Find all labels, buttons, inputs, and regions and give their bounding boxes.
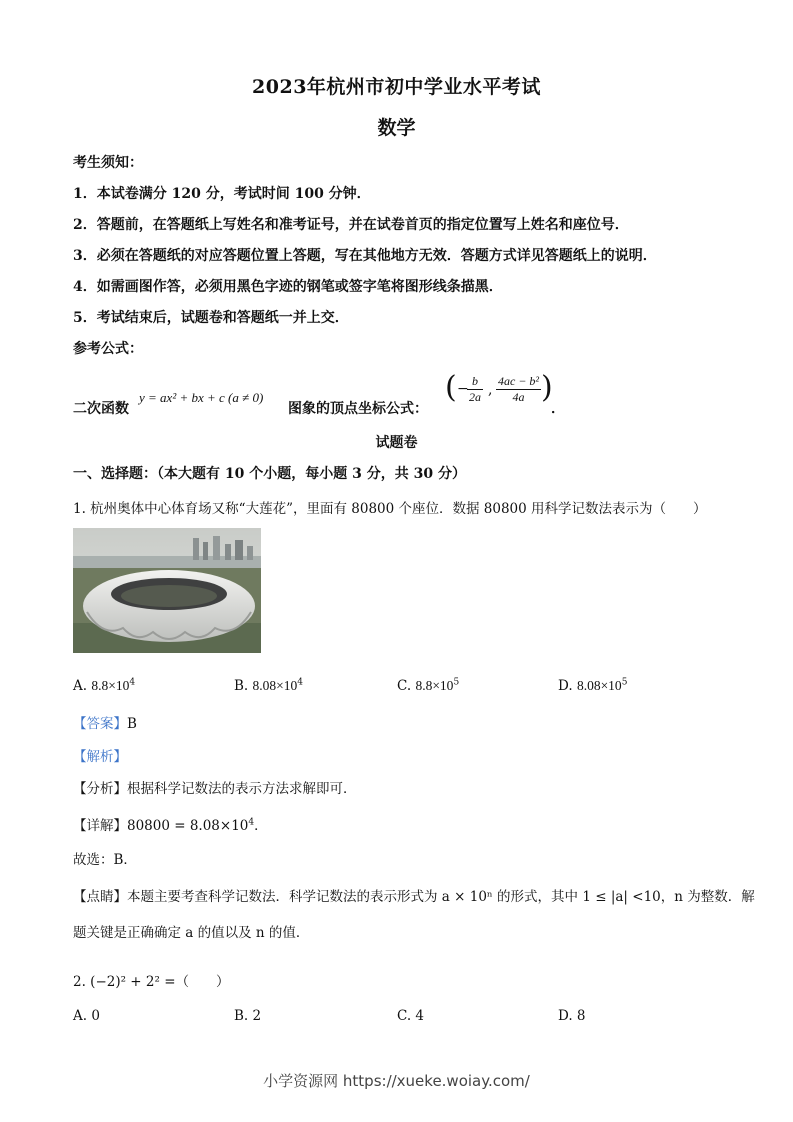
notice-item-2: 2．答题前，在答题纸上写姓名和准考证号，并在试卷首页的指定位置写上姓名和座位号． <box>73 217 629 233</box>
detail-end: ． <box>254 818 268 834</box>
q1-comment-line-1: 【点睛】本题主要考查科学记数法．科学记数法的表示形式为 a × 10ⁿ 的形式，其中 1 ≤ |a| <10，n 为整数．解 <box>73 889 755 905</box>
exam-title: 2023年杭州市初中学业水平考试 <box>252 76 541 98</box>
vertex-y-numerator: 4ac − b² <box>498 374 540 388</box>
footer-watermark: 小学资源网 https://xueke.woiay.com/ <box>263 1072 530 1090</box>
q1-fenxi: 【分析】根据科学记数法的表示方法求解即可． <box>73 781 357 797</box>
vertex-x-denominator: 2a <box>469 390 481 404</box>
q1-option-b-base: 8.08×10 <box>252 678 298 693</box>
vertex-x-numerator: b <box>467 374 483 390</box>
q1-choose: 故选：B． <box>73 852 137 868</box>
q1-option-d-key: D. <box>558 678 573 694</box>
q1-comment-line-2: 题关键是正确确定 a 的值以及 n 的值． <box>73 925 310 941</box>
q1-option-b[interactable] <box>234 678 303 694</box>
q1-detail <box>73 814 268 834</box>
detail-exp: 4 <box>248 817 255 828</box>
notice-heading: 考生须知： <box>73 155 143 171</box>
q2-option-c[interactable]: C. 4 <box>397 1008 425 1024</box>
vertex-y-fraction <box>496 374 541 405</box>
vertex-x-fraction <box>467 374 483 405</box>
q1-option-a-key: A. <box>73 678 88 694</box>
q1-answer-value: B <box>127 716 137 732</box>
paper-label: 试题卷 <box>375 435 418 451</box>
subject-title: 数学 <box>377 117 416 139</box>
q1-option-a[interactable] <box>73 678 135 694</box>
formula-middle: 图象的顶点坐标公式： <box>288 401 428 417</box>
q1-option-a-base: 8.8×10 <box>91 678 130 693</box>
q2-option-d[interactable]: D. 8 <box>558 1008 586 1024</box>
notice-item-4: 4．如需画图作答，必须用黑色字迹的钢笔或签字笔将图形线条描黑． <box>73 279 503 295</box>
notice-item-3: 3．必须在答题纸的对应答题位置上答题，写在其他地方无效．答题方式详见答题纸上的说明． <box>73 248 657 264</box>
left-paren: ( <box>445 370 457 405</box>
analysis-tag: 【解析】 <box>73 749 127 765</box>
q1-option-d[interactable] <box>558 678 627 694</box>
q1-option-c[interactable] <box>397 678 459 694</box>
q1-answer-line <box>73 712 137 732</box>
detail-tag: 【详解】 <box>73 818 127 834</box>
formula-prefix: 二次函数 <box>73 401 129 417</box>
question-2-stem: 2. (−2)² + 2² =（ ） <box>73 974 230 990</box>
q1-option-d-base: 8.08×10 <box>576 678 622 693</box>
vertex-formula-line <box>73 368 723 416</box>
notice-item-5: 5．考试结束后，试题卷和答题纸一并上交． <box>73 310 349 326</box>
quadratic-function: y = ax² + bx + c (a ≠ 0) <box>139 390 264 405</box>
detail-math: 80800 = 8.08×10 <box>127 818 249 834</box>
formula-end: ． <box>551 401 565 417</box>
q2-option-a[interactable]: A. 0 <box>73 1008 100 1024</box>
q1-option-c-exp: 5 <box>453 677 460 688</box>
answer-tag: 【答案】 <box>73 716 127 732</box>
q1-option-c-base: 8.8×10 <box>415 678 454 693</box>
right-paren: ) <box>541 370 553 405</box>
formula-heading: 参考公式： <box>73 341 143 357</box>
question-1-stem: 1. 杭州奥体中心体育场又称“大莲花”，里面有 80800 个座位．数据 80800 用科学记数法表示为（ ） <box>73 501 707 517</box>
q1-option-b-exp: 4 <box>297 677 303 688</box>
q1-option-d-exp: 5 <box>621 677 628 688</box>
minus-sign: − <box>457 381 469 397</box>
q2-option-b[interactable]: B. 2 <box>234 1008 262 1024</box>
stadium-image-icon <box>73 528 261 653</box>
notice-item-1: 1．本试卷满分 120 分，考试时间 100 分钟． <box>73 186 371 202</box>
q1-option-b-key: B. <box>234 678 249 694</box>
section-1-heading: 一、选择题：（本大题有 10 个小题，每小题 3 分，共 30 分） <box>73 466 466 482</box>
comma: , <box>488 382 493 398</box>
vertex-y-denominator: 4a <box>512 390 525 404</box>
stadium-photo <box>73 528 261 653</box>
q1-option-a-exp: 4 <box>129 677 136 688</box>
q1-option-c-key: C. <box>397 678 412 694</box>
